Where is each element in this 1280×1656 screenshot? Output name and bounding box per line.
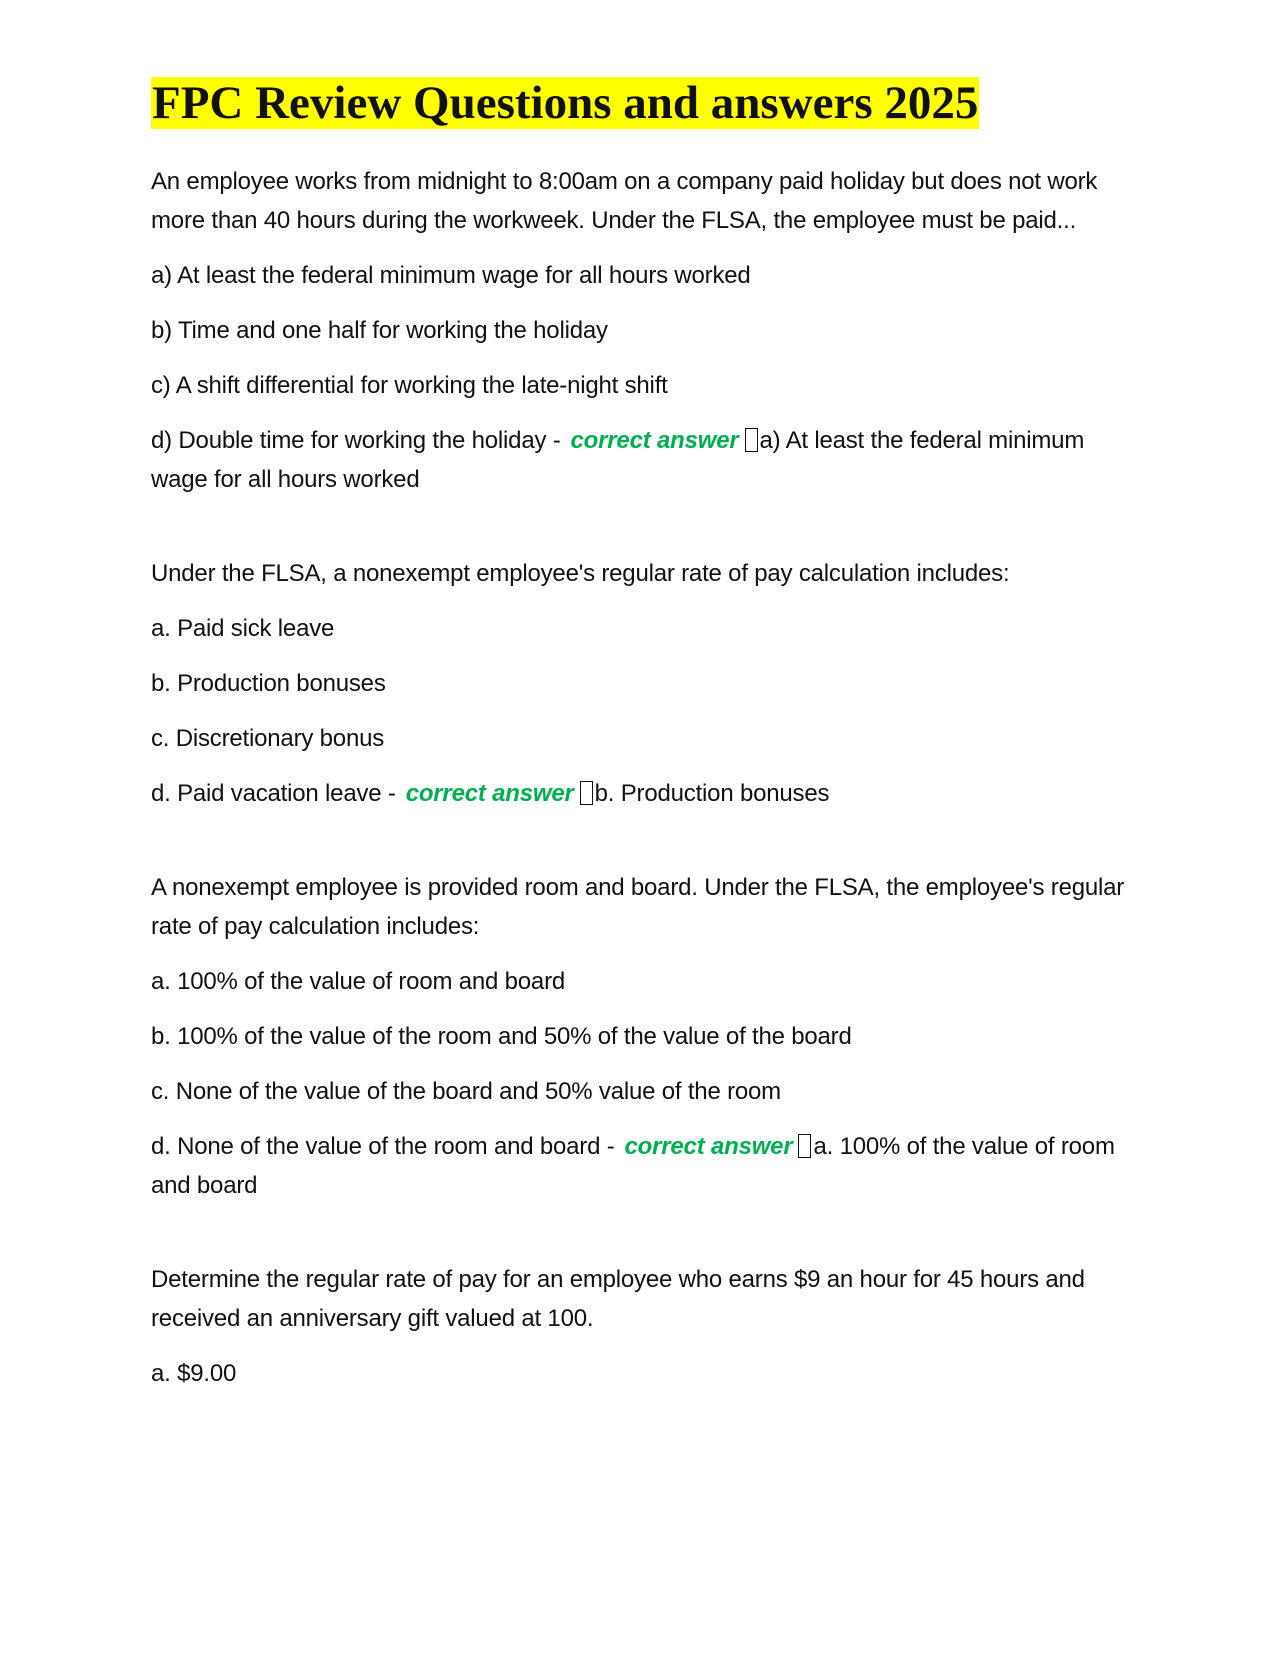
question-4 <box>151 1260 1136 1393</box>
option: c. None of the value of the board and 50% value of the room <box>151 1078 781 1105</box>
option: c) A shift differential for working the late-night shift <box>151 372 668 399</box>
document-page <box>151 74 1136 1448</box>
answer-text: a) At least the federal minimum wage for all hours worked <box>151 427 1085 493</box>
question-text: Under the FLSA, a nonexempt employee's regular rate of pay calculation includes: <box>151 560 1010 587</box>
option: b. 100% of the value of the room and 50% of the value of the board <box>151 1023 852 1050</box>
missing-glyph-icon <box>745 428 758 452</box>
correct-answer-label: correct answer <box>405 780 574 807</box>
option-with-answer <box>151 774 1136 813</box>
option: d. None of the value of the room and board - <box>151 1133 615 1160</box>
correct-answer-label: correct answer <box>570 427 739 454</box>
option-with-answer <box>151 1127 1136 1205</box>
option: d. Paid vacation leave - <box>151 780 396 807</box>
answer-text: b. Production bonuses <box>594 780 830 807</box>
answer-text: a. 100% of the value of room and board <box>151 1133 1115 1199</box>
question-text: Determine the regular rate of pay for an employee who earns $9 an hour for 45 hours and received an anniversary gift valued at 100. <box>151 1266 1085 1332</box>
option: a) At least the federal minimum wage for all hours worked <box>151 262 751 289</box>
correct-answer-label: correct answer <box>624 1133 793 1160</box>
option: d) Double time for working the holiday - <box>151 427 561 454</box>
question-1 <box>151 162 1136 499</box>
missing-glyph-icon <box>580 781 593 805</box>
question-3 <box>151 868 1136 1205</box>
option: c. Discretionary bonus <box>151 725 385 752</box>
option-with-answer <box>151 421 1136 499</box>
document-title: FPC Review Questions and answers 2025 <box>152 77 979 129</box>
option: a. 100% of the value of room and board <box>151 968 566 995</box>
option: b) Time and one half for working the holiday <box>151 317 608 344</box>
question-text: A nonexempt employee is provided room and board. Under the FLSA, the employee's regular rate of pay calculation includes: <box>151 874 1125 940</box>
question-2 <box>151 554 1136 813</box>
option: a. Paid sick leave <box>151 615 335 642</box>
option: b. Production bonuses <box>151 670 386 697</box>
missing-glyph-icon <box>798 1134 811 1158</box>
option: a. $9.00 <box>151 1360 237 1387</box>
question-text: An employee works from midnight to 8:00am on a company paid holiday but does not work more than 40 hours during the workweek. Under the FLSA, the employee must be paid... <box>151 168 1098 234</box>
